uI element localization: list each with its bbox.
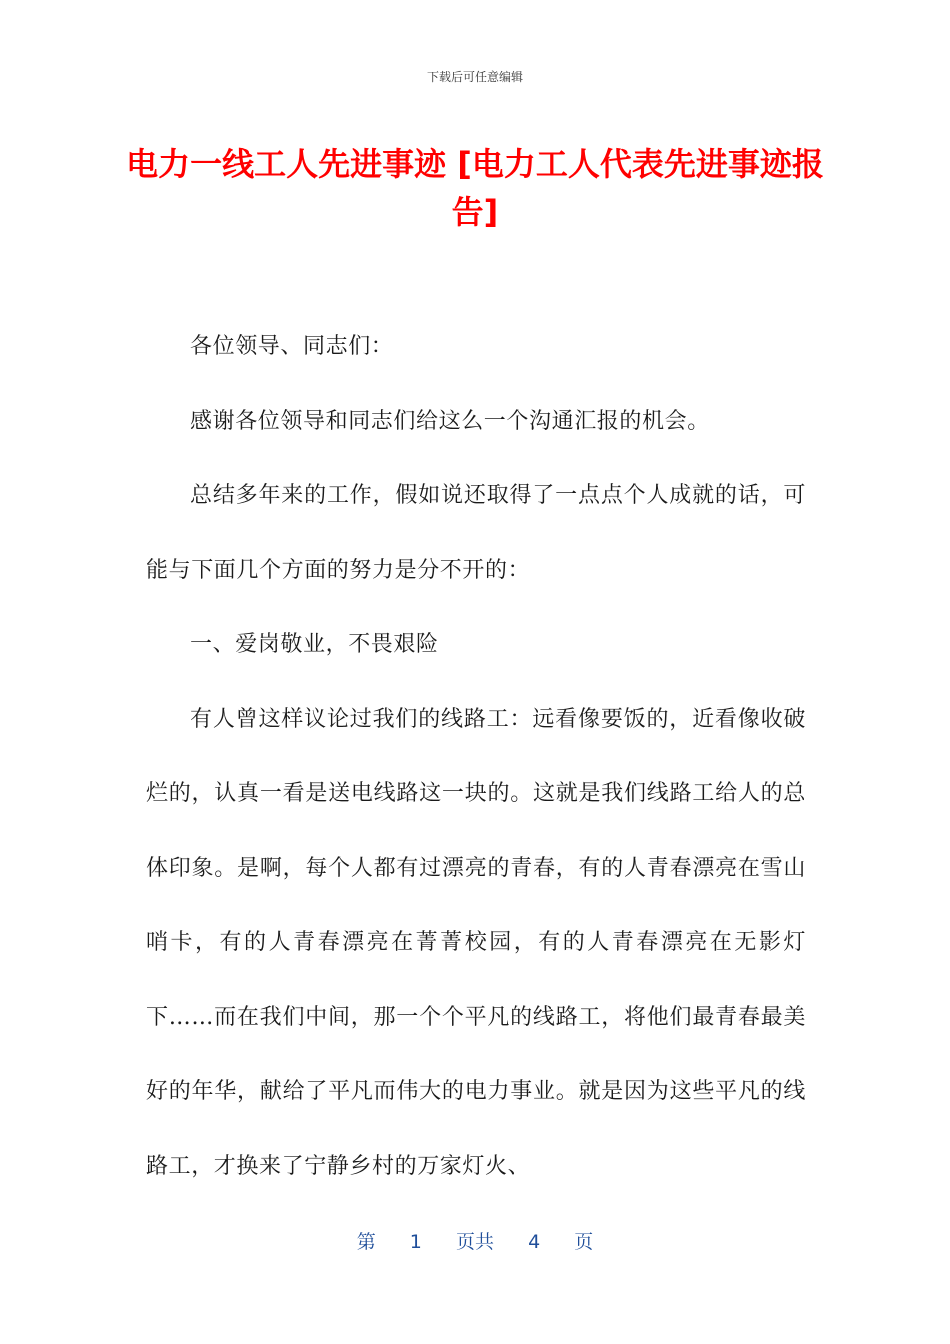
paragraph-linemen: 有人曾这样议论过我们的线路工：远看像要饭的，近看像收破烂的，认真一看是送电线路这一块的。这就是我们线路工给人的总体印象。是啊，每个人都有过漂亮的青春，有的人青春漂亮在雪山哨卡，有的人青春漂亮在菁菁校园，有的人青春漂亮在无影灯下……而在我们中间，那一个个平凡的线路工，将他们最青春最美好的年华，献给了平凡而伟大的电力事业。就是因为这些平凡的线路工，才换来了宁静乡村的万家灯火、 xyxy=(146,706,806,1179)
header-note: 下载后可任意编辑 xyxy=(426,70,523,84)
footer-page-total: 4 xyxy=(528,1231,541,1253)
paragraph-thanks: 感谢各位领导和同志们给这么一个沟通汇报的机会。 xyxy=(190,408,710,434)
page-footer xyxy=(0,1227,950,1254)
paragraph-summary: 总结多年来的工作，假如说还取得了一点点个人成就的话，可能与下面几个方面的努力是分不开的： xyxy=(146,483,806,583)
document-title: 电力一线工人先进事迹 [电力工人代表先进事迹报告] xyxy=(126,145,824,231)
section-heading-1: 一、爱岗敬业，不畏艰险 xyxy=(190,632,439,657)
document-body xyxy=(146,310,806,1204)
footer-page-number: 1 xyxy=(409,1231,422,1253)
paragraph-salutation: 各位领导、同志们： xyxy=(190,334,394,359)
footer-page-suffix: 页 xyxy=(574,1231,594,1253)
footer-page-middle: 页共 xyxy=(455,1231,494,1253)
footer-page-prefix: 第 xyxy=(356,1231,376,1253)
